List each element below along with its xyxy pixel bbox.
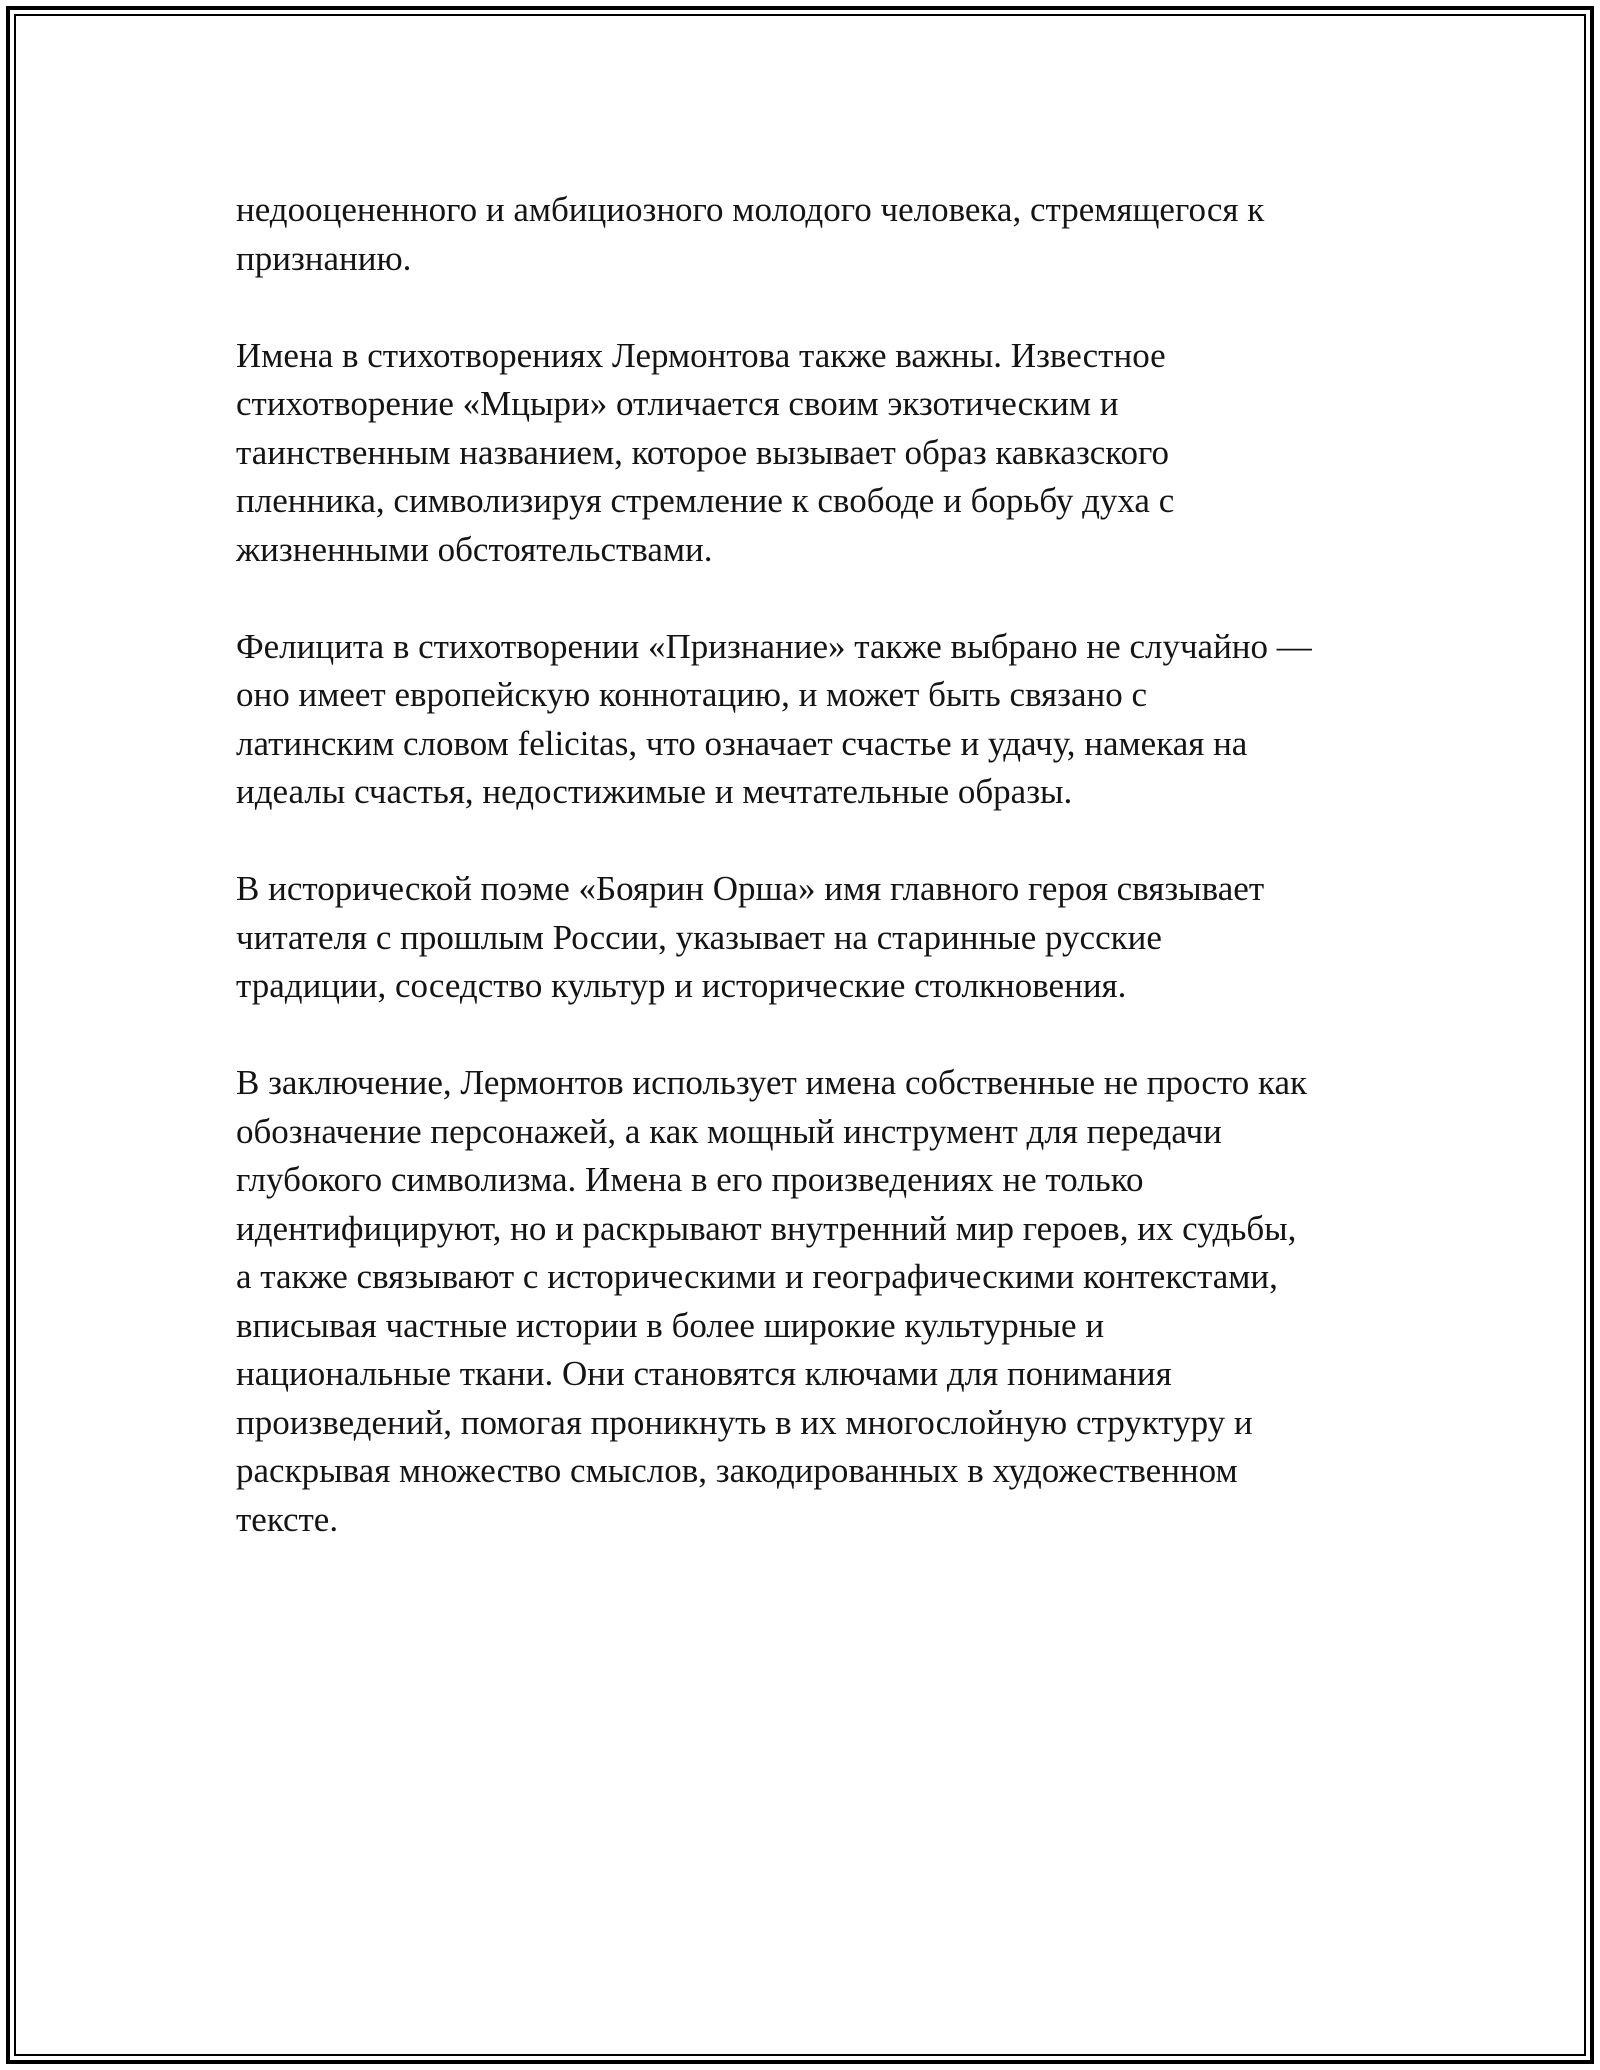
paragraph: Имена в стихотворениях Лермонтова также важны. Известное стихотворение «Мцыри» отличается своим экзотическим и таинственным названием, которое вызывает образ кавказского пленника, символизируя стремление к свободе и борьбу духа с жизненными обстоятельствами. (236, 335, 1175, 569)
paragraph: Фелицита в стихотворении «Признание» также выбрано не случайно — оно имеет европейскую коннотацию, и может быть связано с латинским словом felicitas, что означает счастье и удачу, намекая на идеалы счастья, недостижимые и мечтательные образы. (236, 626, 1312, 811)
paragraph: недооцененного и амбициозного молодого человека, стремящегося к признанию. (236, 190, 1265, 278)
paragraph: В заключение, Лермонтов использует имена собственные не просто как обозначение персонажей, а как мощный инструмент для передачи глубокого символизма. Имена в его произведениях не только идентифицируют, но и раскрывают внутренний мир героев, их судьбы, а также связывают с историческими и географическими контекстами, вписывая частные истории в более широкие культурные и национальные ткани. Они становятся ключами для понимания произведений, помогая проникнуть в их многослойную структуру и раскрывая множество смыслов, закодированных в художественном тексте. (236, 1063, 1308, 1539)
document-body (236, 186, 1366, 1544)
paragraph: В исторической поэме «Боярин Орша» имя главного героя связывает читателя с прошлым России, указывает на старинные русские традиции, соседство культур и исторические столкновения. (236, 869, 1265, 1005)
